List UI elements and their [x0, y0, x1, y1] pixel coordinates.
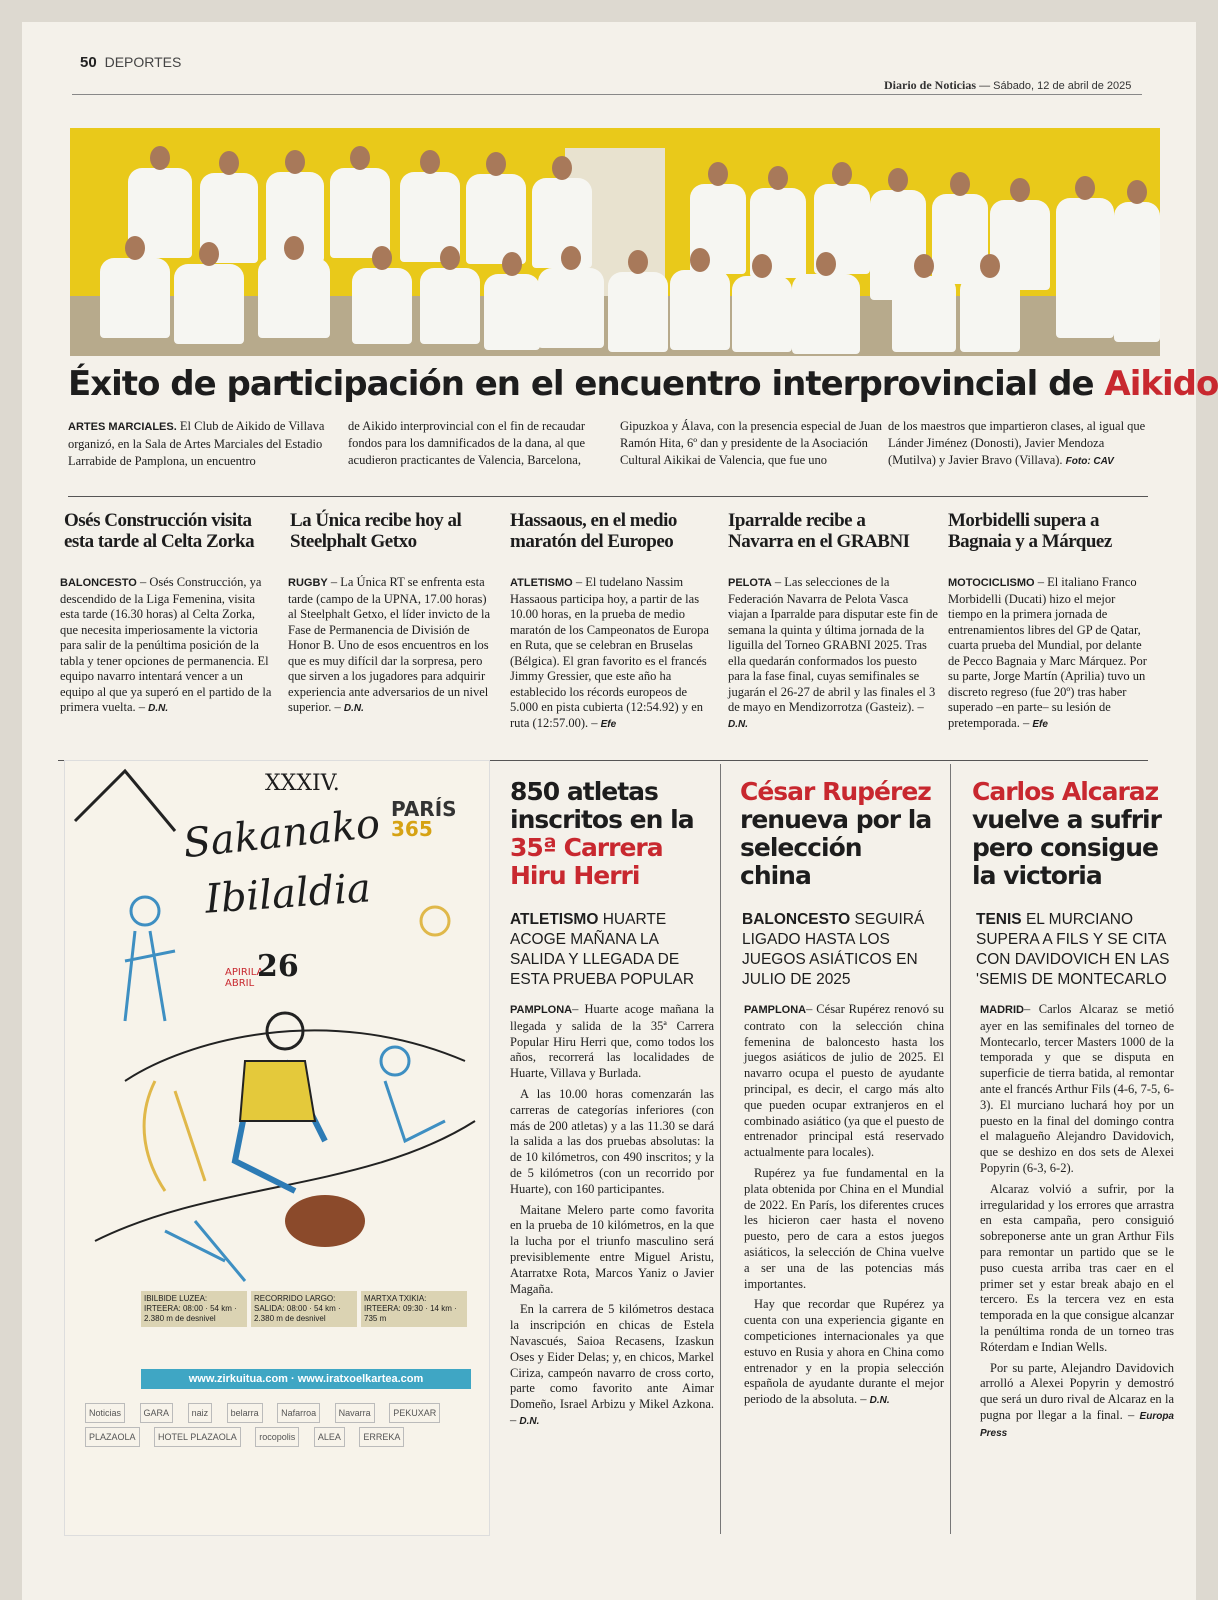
page-header-right — [884, 78, 1131, 93]
poster-day: 26 — [257, 949, 299, 984]
article-headline-accent: 35ª Carrera Hiru Herri — [510, 833, 663, 890]
poster-title-line1: Sakanako — [181, 800, 383, 868]
brief-body: ATLETISMO – El tudelano Nassim Hassaous participa hoy, a partir de las 10.00 horas, en la prueba de medio maratón de los Campeonatos de Europa en Ruta, que se celebran en Bruselas (Bélgica). El gran favorito es el francés Jimmy Gressier, que este año ha establecido los récords europeos de 5.000 en pista cubierta (12:54.92) y en ruta (12:57.00). – Efe — [510, 575, 709, 730]
sponsor-logo: naiz — [188, 1403, 213, 1423]
photo-person — [960, 276, 1020, 352]
poster-title-line2: Ibilaldia — [203, 865, 373, 923]
sponsor-logo: belarra — [227, 1403, 263, 1423]
poster-sponsor-logos — [79, 1401, 475, 1449]
paper-name: Diario de Noticias — [884, 78, 976, 92]
article-body — [980, 1002, 1174, 1447]
brief-signature: Efe — [1032, 718, 1048, 730]
column-divider — [950, 764, 951, 1534]
photo-person — [352, 268, 412, 344]
photo-person — [608, 272, 668, 352]
article-signature: Europa Press — [980, 1410, 1174, 1439]
article-subhead — [510, 910, 716, 990]
caption-text-4: de los maestros que impartieron clases, al igual que Lánder Jiménez (Donosti), Javier Mendoza (Mutilva) y Javier Bravo (Villava). — [888, 419, 1146, 467]
photo-caption-col2 — [348, 418, 610, 469]
brief-text: Las selecciones de la Federación Navarra de Pelota Vasca viajan a Iparralde para disputar este fin de semana la quinta y última jornada de la liguilla del Torneo GRABNI 2025. Tras ella quedarán conformados los puesto para la fase final, cuyas semifinales se jugarán el 26-27 de abril y las finales el 3 de mayo en Mendizorrotza (Gasteiz). — [728, 575, 938, 714]
brief-body: RUGBY – La Única RT se enfrenta esta tarde (campo de la UPNA, 17.00 horas) al Steelphalt Getxo, el líder invicto de la Fase de Permanencia de División de Honor B. Uno de esos encuentros en los que es muy difícil dar la sorpresa, pero que sirven a los jugadores para adquirir experiencia ante adversarios de un nivel superior. – D.N. — [288, 575, 491, 714]
header-rule — [72, 94, 1142, 95]
article-headline — [740, 778, 940, 890]
section-name: DEPORTES — [104, 54, 182, 70]
photo-person — [538, 268, 604, 348]
article-paragraph — [980, 1002, 1174, 1177]
paris-logo-line2: 365 — [391, 817, 433, 841]
brief-kicker: ATLETISMO — [510, 577, 573, 589]
caption-text-1: El Club de Aikido de Villava organizó, en la Sala de Artes Marciales del Estadio Larrabide de Pamplona, un encuentro — [68, 419, 325, 468]
lead-headline — [68, 364, 1218, 404]
poster-info-long: IBILBIDE LUZEA: IRTEERA: 08:00 · 54 km · 2.380 m de desnivel — [141, 1291, 247, 1327]
photo-person — [1056, 198, 1114, 338]
article-paragraph: En la carrera de 5 kilómetros destaca la inscripción en chicas de Estela Navascués, Saioa Recasens, Izaskun Oses y Eider Delas; y, en chicos, Markel Ciriza, campeón navarro de cross corto, parte como favorito ante Aimar Domeño, Israel Arbizu y Mikel Azkona. – D.N. — [510, 1302, 714, 1427]
article-paragraph: Hay que recordar que Rupérez ya cuenta con una experiencia gigante en competiciones internacionales ya que estuvo en Rusia y ahora en China como entrenador y en la propia selección española de ayudante durante el mejor periodo de la absoluta. – D.N. — [744, 1297, 944, 1407]
photo-person — [732, 276, 792, 352]
article-text: Hay que recordar que Rupérez ya cuenta con una experiencia gigante en competiciones internacionales ya que estuvo en Rusia y ahora en China como entrenador y en la propia selección española de ayudante durante el mejor periodo de la absoluta. — [744, 1297, 944, 1407]
caption-text-3: Gipuzkoa y Álava, con la presencia especial de Juan Ramón Hita, 6º dan y presidente de la Asociación Cultural Aikikai de Valencia, que fue uno — [620, 419, 883, 467]
article-body — [744, 1002, 944, 1414]
brief-title: Hassaous, en el medio maratón del Europeo — [510, 510, 677, 552]
brief-kicker: RUGBY — [288, 577, 328, 589]
article-subhead — [742, 910, 948, 990]
sponsor-logo: Noticias — [85, 1403, 125, 1423]
sponsor-logo: ERREKA — [359, 1427, 404, 1447]
photo-credit: Foto: CAV — [1065, 456, 1114, 467]
sponsor-logo: GARA — [140, 1403, 174, 1423]
photo-caption-col1 — [68, 418, 336, 470]
article-text: – César Rupérez renovó su contrato con la selección china femenina de baloncesto hasta los juegos asiáticos de julio de 2025. El navarro ocupa el puesto de ayudante principal, es decir, el cargo más alto que pueden ocupar extranjeros en el combinado asiático (ya que el puesto de entrenador principal está reservado actualmente para locales). — [744, 1002, 944, 1160]
brief-text: El italiano Franco Morbidelli (Ducati) hizo el mejor tiempo en la primera jornada de entrenamientos libres del GP de Qatar, cuarta prueba del Mundial, por delante de Pecco Bagnaia y Marc Márquez. Por su parte, Jorge Martín (Aprilia) tuvo un discreto regreso (fue 20º) tras haber superado –en parte– su lesión de pretemporada. — [948, 575, 1147, 730]
issue-date: — Sábado, 12 de abril de 2025 — [979, 80, 1132, 92]
article-headline-accent: César Rupérez — [740, 777, 931, 806]
brief-kicker: PELOTA — [728, 577, 772, 589]
brief-text: Osés Construcción, ya descendido de la Liga Femenina, visita esta tarde (16.30 horas) al Celta Zorka, que necesita imperiosamente la victoria para salir de la penúltima posición de la tabla y tener opciones de permanencia. El equipo navarro intentará vencer a un equipo al que ya superó en el partido de la primera vuelta. — [60, 575, 272, 714]
brief-signature: Efe — [600, 718, 617, 730]
article-paragraph — [510, 1002, 714, 1082]
brief-title: Osés Construcción visita esta tarde al Celta Zorka — [64, 510, 255, 552]
brief-signature: D.N. — [728, 718, 748, 730]
article-subhead-text: SEGUIRÁ LIGADO HASTA LOS JUEGOS ASIÁTICOS EN JULIO DE 2025 — [742, 911, 925, 988]
article-text: En la carrera de 5 kilómetros destaca la inscripción en chicas de Estela Navascués, Saioa Recasens, Izaskun Oses y Eider Delas; y, en chicos, Markel Ciriza, campeón navarro de cross corto, parte como favorito ante Aimar Domeño, Israel Arbizu y Mikel Azkona. — [510, 1302, 714, 1412]
article-dateline: PAMPLONA — [744, 1004, 807, 1016]
article-headline-text: renueva por la selección china — [740, 805, 932, 890]
lead-headline-main: Éxito de participación en el encuentro interprovincial de — [68, 364, 1105, 404]
sponsor-logo: ALEA — [314, 1427, 345, 1447]
sponsor-logo: Navarra — [335, 1403, 375, 1423]
page-number: 50 — [80, 54, 97, 71]
article-subhead-kicker: ATLETISMO — [510, 911, 599, 928]
article-paragraph: A las 10.00 horas comenzarán las carreras de categorías inferiores (con más de 200 atletas) y a las 11.30 se dará la salida a las dos pruebas absolutas: la de 10 kilómetros, con 490 inscritos; y la de 5 kilómetros (con un recorrido por Huarte), con 160 participantes. — [510, 1086, 714, 1196]
brief-signature: D.N. — [343, 703, 364, 714]
photo-caption-col3 — [620, 418, 884, 469]
article-headline-text: 850 atletas inscritos en la — [510, 777, 694, 834]
article-paragraph: Maitane Melero parte como favorita en la prueba de 10 kilómetros, en la que la lucha por el triunfo masculino será previsiblemente entre Miguel Aristu, Atarratxe Rota, Marcos Yaniz o Javier Magaña. — [510, 1202, 714, 1296]
article-paragraph: Rupérez ya fue fundamental en la plata obtenida por China en el Mundial de 2022. En París, los diferentes cruces les hicieron caer hasta el noveno puesto, pero de cara a estos juegos asiáticos, la selección de China vuelve a ser una de las potencias más importantes. — [744, 1165, 944, 1291]
brief-text: El tudelano Nassim Hassaous participa hoy, a partir de las 10.00 horas, en la prueba de medio maratón de los Campeonatos de Europa en Ruta, que se celebran en Bruselas (Bélgica). El gran favorito es el francés Jimmy Gressier, que este año ha establecido los récords europeos de 5.000 en pista cubierta (12:54.92) y en ruta (12:57.00). — [510, 575, 709, 730]
article-subhead-kicker: TENIS — [976, 911, 1022, 928]
article-signature: D.N. — [869, 1395, 890, 1407]
poster-info-short: MARTXA TXIKIA: IRTEERA: 09:30 · 14 km · 735 m — [361, 1291, 467, 1327]
poster-web-link[interactable]: www.zirkuitua.com · www.iratxoelkartea.com — [141, 1369, 471, 1389]
brief-title: Morbidelli supera a Bagnaia y a Márquez — [948, 510, 1112, 552]
brief-body: MOTOCICLISMO – El italiano Franco Morbidelli (Ducati) hizo el mejor tiempo en la primera jornada de entrenamientos libres del GP de Qatar, cuarta prueba del Mundial, por delante de Pecco Bagnaia y Marc Márquez. Por su parte, Jorge Martín (Aprilia) tuvo un discreto regreso (fue 20º) tras haber superado –en parte– su lesión de pretemporada. – Efe — [948, 575, 1147, 730]
caption-kicker: ARTES MARCIALES. — [68, 421, 177, 433]
photo-person — [670, 270, 730, 350]
page-header-left — [80, 54, 181, 71]
brief-signature: D.N. — [148, 703, 169, 714]
section-rule — [68, 496, 1148, 497]
article-subhead-text: HUARTE ACOGE MAÑANA LA SALIDA Y LLEGADA DE ESTA PRUEBA POPULAR — [510, 911, 695, 988]
article-headline — [972, 778, 1174, 890]
photo-person — [892, 276, 956, 352]
article-headline-text: vuelve a sufrir pero consigue la victoria — [972, 805, 1161, 890]
brief-text: La Única RT se enfrenta esta tarde (campo de la UPNA, 17.00 horas) al Steelphalt Getxo, el líder invicto de la Fase de Permanencia de División de Honor B. Uno de esos encuentros en los que es muy difícil dar la sorpresa, pero que sirven a los jugadores para adquirir experiencia ante adversarios de un nivel superior. — [288, 575, 491, 714]
brief-body: PELOTA – Las selecciones de la Federación Navarra de Pelota Vasca viajan a Iparralde para disputar este fin de semana la quinta y última jornada de la liguilla del Torneo GRABNI 2025. Tras ella quedarán conformados los puesto para la fase final, cuyas semifinales se jugarán el 26-27 de abril y las finales el 3 de mayo en Mendizorrotza (Gasteiz). – D.N. — [728, 575, 938, 730]
photo-person — [258, 258, 330, 338]
photo-person — [484, 274, 540, 350]
article-paragraph — [744, 1002, 944, 1161]
photo-caption-col4 — [888, 418, 1150, 470]
newspaper-page — [22, 22, 1218, 1600]
photo-person — [932, 194, 988, 284]
aikido-group-photo — [70, 128, 1160, 356]
article-subhead-kicker: BALONCESTO — [742, 911, 851, 928]
brief-title: La Única recibe hoy al Steelphalt Getxo — [290, 510, 462, 552]
photo-person — [792, 274, 860, 354]
article-subhead-text: EL MURCIANO SUPERA A FILS Y SE CITA CON DAVIDOVICH EN LAS 'SEMIS DE MONTECARLO — [976, 911, 1170, 988]
photo-person — [420, 268, 480, 344]
sakana-march-poster — [64, 760, 490, 1536]
sponsor-logo: rocopolis — [255, 1427, 299, 1447]
sponsor-logo: HOTEL PLAZAOLA — [154, 1427, 241, 1447]
photo-person — [100, 258, 170, 338]
article-dateline: PAMPLONA — [510, 1004, 573, 1016]
sponsor-logo: Nafarroa — [277, 1403, 320, 1423]
poster-edition: XXXIV. — [265, 771, 340, 796]
photo-person — [1114, 202, 1160, 342]
poster-info-long-es: RECORRIDO LARGO: SALIDA: 08:00 · 54 km · 2.380 m de desnivel — [251, 1291, 357, 1327]
article-paragraph: Por su parte, Alejandro Davidovich arrolló a Alexei Popyrin y demostró que será un duro rival de Alcaraz en la pugna por llegar a la final. – Europa Press — [980, 1360, 1174, 1439]
caption-text-2: de Aikido interprovincial con el fin de recaudar fondos para los damnificados de la dana, al que acudieron practicantes de Valencia, Barcelona, — [348, 419, 586, 467]
paris-365-logo — [391, 799, 457, 839]
article-paragraph: Alcaraz volvió a sufrir, por la irregularidad y los errores que arrastra en esta campaña, pero consiguió sobreponerse ante un gran Arthur Fils para remontar un partido que se le puso cuesta arriba tras caer en el primer set y estar break abajo en el tercero. Es la tercera vez en esta temporada en la que consigue alcanzar la penúltima ronda de un torneo tras Róterdam e Indian Wells. — [980, 1181, 1174, 1354]
article-headline — [510, 778, 722, 890]
lead-headline-accent: Aikido — [1104, 364, 1218, 404]
article-signature: D.N. — [519, 1415, 540, 1427]
brief-body: BALONCESTO – Osés Construcción, ya descendido de la Liga Femenina, visita esta tarde (16.30 horas) al Celta Zorka, que necesita imperiosamente la victoria para salir de la penúltima posición de la tabla y tener opciones de permanencia. El equipo navarro intentará vencer a un equipo al que ya superó en el partido de la primera vuelta. – D.N. — [60, 575, 272, 714]
brief-title: Iparralde recibe a Navarra en el GRABNI — [728, 510, 910, 552]
article-text: – Carlos Alcaraz se metió ayer en las semifinales del torneo de Montecarlo, tercer Masters 1000 de la temporada y que se disputa en superficie de tierra batida, al remontar ante el francés Arthur Fils (4-6, 7-5, 6-3). El murciano luchará hoy por un puesto en la final del domingo contra el malagueño Alejandro Davidovich, que se deshizo en dos sets de Alexei Popyrin (6-3, 6-2). — [980, 1002, 1174, 1175]
sponsor-logo: PEKUXAR — [389, 1403, 440, 1423]
poster-month: APIRILA ABRIL — [225, 967, 264, 989]
article-headline-accent: Carlos Alcaraz — [972, 777, 1159, 806]
brief-kicker: MOTOCICLISMO — [948, 577, 1035, 589]
article-subhead — [976, 910, 1174, 990]
article-body — [510, 1002, 714, 1435]
photo-person — [330, 168, 390, 258]
article-text: Por su parte, Alejandro Davidovich arrolló a Alexei Popyrin y demostró que será un duro rival de Alcaraz en la pugna por llegar a la final. — [980, 1360, 1174, 1422]
photo-person — [174, 264, 244, 344]
paris-logo-line1: PARÍS — [391, 797, 457, 821]
article-dateline: MADRID — [980, 1004, 1024, 1016]
brief-kicker: BALONCESTO — [60, 577, 137, 589]
article-text: – Huarte acoge mañana la llegada y salida de la 35ª Carrera Popular Hiru Herri que, como todos los años, recorrerá las localidades de Huarte, Villava y Burlada. — [510, 1002, 714, 1081]
photo-person — [466, 174, 526, 264]
column-divider — [720, 764, 721, 1534]
sponsor-logo: PLAZAOLA — [85, 1427, 140, 1447]
